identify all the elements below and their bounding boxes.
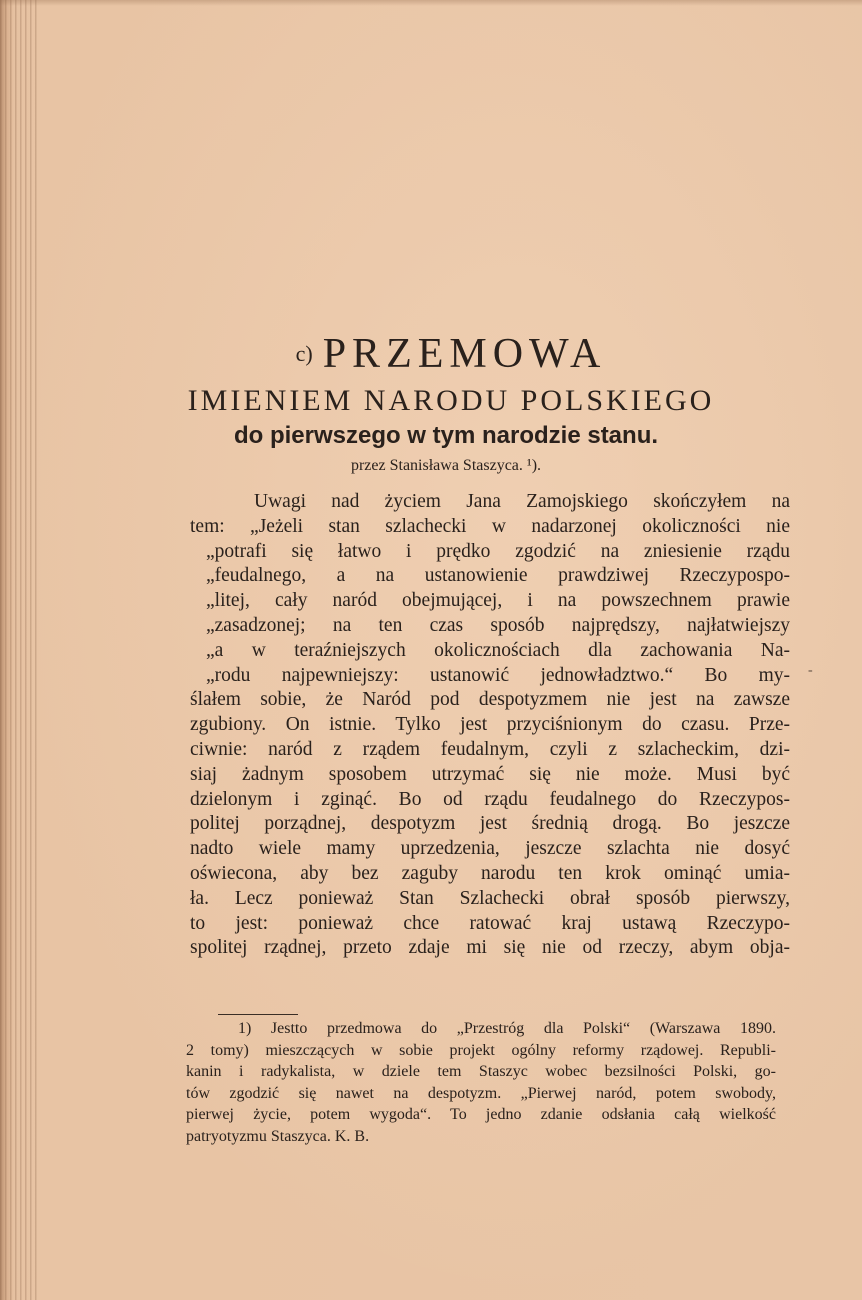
- margin-mark: -: [808, 663, 813, 678]
- body-line: oświecona, aby bez zaguby narodu ten krok ominąć umia-: [190, 862, 790, 884]
- body-line: „zasadzonej; na ten czas sposób najprędszy, najłatwiejszy: [206, 614, 790, 636]
- body-line: Uwagi nad życiem Jana Zamojskiego skończyłem na: [254, 491, 790, 512]
- page-edge-stack: [0, 0, 40, 1300]
- body-line: dzielonym i zginąć. Bo od rządu feudalnego do Rzeczypos-: [190, 788, 790, 810]
- chapter-title: PRZEMOWA: [322, 331, 607, 377]
- footnote-line: 1) Jestto przedmowa do „Przestróg dla Polski“ (Warszawa 1890.: [238, 1020, 776, 1037]
- body-line: to jest: ponieważ chce ratować kraj ustawą Rzeczypo-: [190, 912, 790, 934]
- body-line: „litej, cały naród obejmującej, i na powszechnem prawie: [206, 590, 790, 612]
- footnote: [186, 1018, 776, 1148]
- chapter-heading: [0, 330, 862, 378]
- body-line: „potrafi się łatwo i prędko zgodzić na zniesienie rządu: [206, 540, 790, 562]
- page-top-edge: [0, 0, 862, 6]
- footnote-line: kanin i radykalista, w dziele tem Staszyc wobec bezsilności Polski, go-: [186, 1063, 776, 1081]
- author-byline: przez Stanisława Staszyca. ¹).: [350, 457, 542, 474]
- footnote-line: tów zgodzić się nawet na despotyzm. „Pierwej naród, potem swobody,: [186, 1084, 776, 1102]
- footnote-line: patryotyzmu Staszyca. K. B.: [186, 1127, 370, 1145]
- footnote-line: pierwej życie, potem wygoda“. To jedno zdanie odsłania całą wielkość: [186, 1106, 776, 1124]
- body-line: „rodu najpewniejszy: ustanowić jednowładztwo.“ Bo my-: [206, 664, 790, 686]
- chapter-subtitle-2: do pierwszego w tym narodzie stanu.: [233, 422, 659, 449]
- body-line: nadto wiele mamy uprzedzenia, jeszcze szlachta nie dosyć: [190, 838, 790, 860]
- section-label: c): [295, 341, 313, 366]
- body-line: spolitej rządnej, przeto zdaje mi się nie od rzeczy, abym obja-: [190, 937, 790, 959]
- body-line: siaj żadnym sposobem utrzymać się nie może. Musi być: [190, 763, 790, 785]
- body-line: zgubiony. On istnie. Tylko jest przyciśnionym do czasu. Prze-: [190, 714, 790, 736]
- body-line: „a w teraźniejszych okolicznościach dla zachowania Na-: [206, 639, 790, 661]
- body-line: tem: „Jeżeli stan szlachecki w nadarzonej okoliczności nie: [190, 515, 790, 537]
- body-line: ła. Lecz ponieważ Stan Szlachecki obrał sposób pierwszy,: [190, 887, 790, 909]
- footnote-rule: [218, 1014, 298, 1015]
- body-text: [190, 490, 790, 961]
- chapter-subtitle: IMIENIEM NARODU POLSKIEGO: [187, 384, 715, 417]
- body-line: ciwnie: naród z rządem feudalnym, czyli z szlacheckim, dzi-: [190, 738, 790, 760]
- body-line: „feudalnego, a na ustanowienie prawdziwej Rzeczypospo-: [206, 565, 790, 587]
- footnote-line: 2 tomy) mieszczących w sobie projekt ogólny reformy rządowej. Republi-: [186, 1041, 776, 1059]
- body-line: ślałem sobie, że Naród pod despotyzmem nie jest na zawsze: [190, 689, 790, 711]
- body-line: politej porządnej, despotyzm jest średnią drogą. Bo jeszcze: [190, 813, 790, 835]
